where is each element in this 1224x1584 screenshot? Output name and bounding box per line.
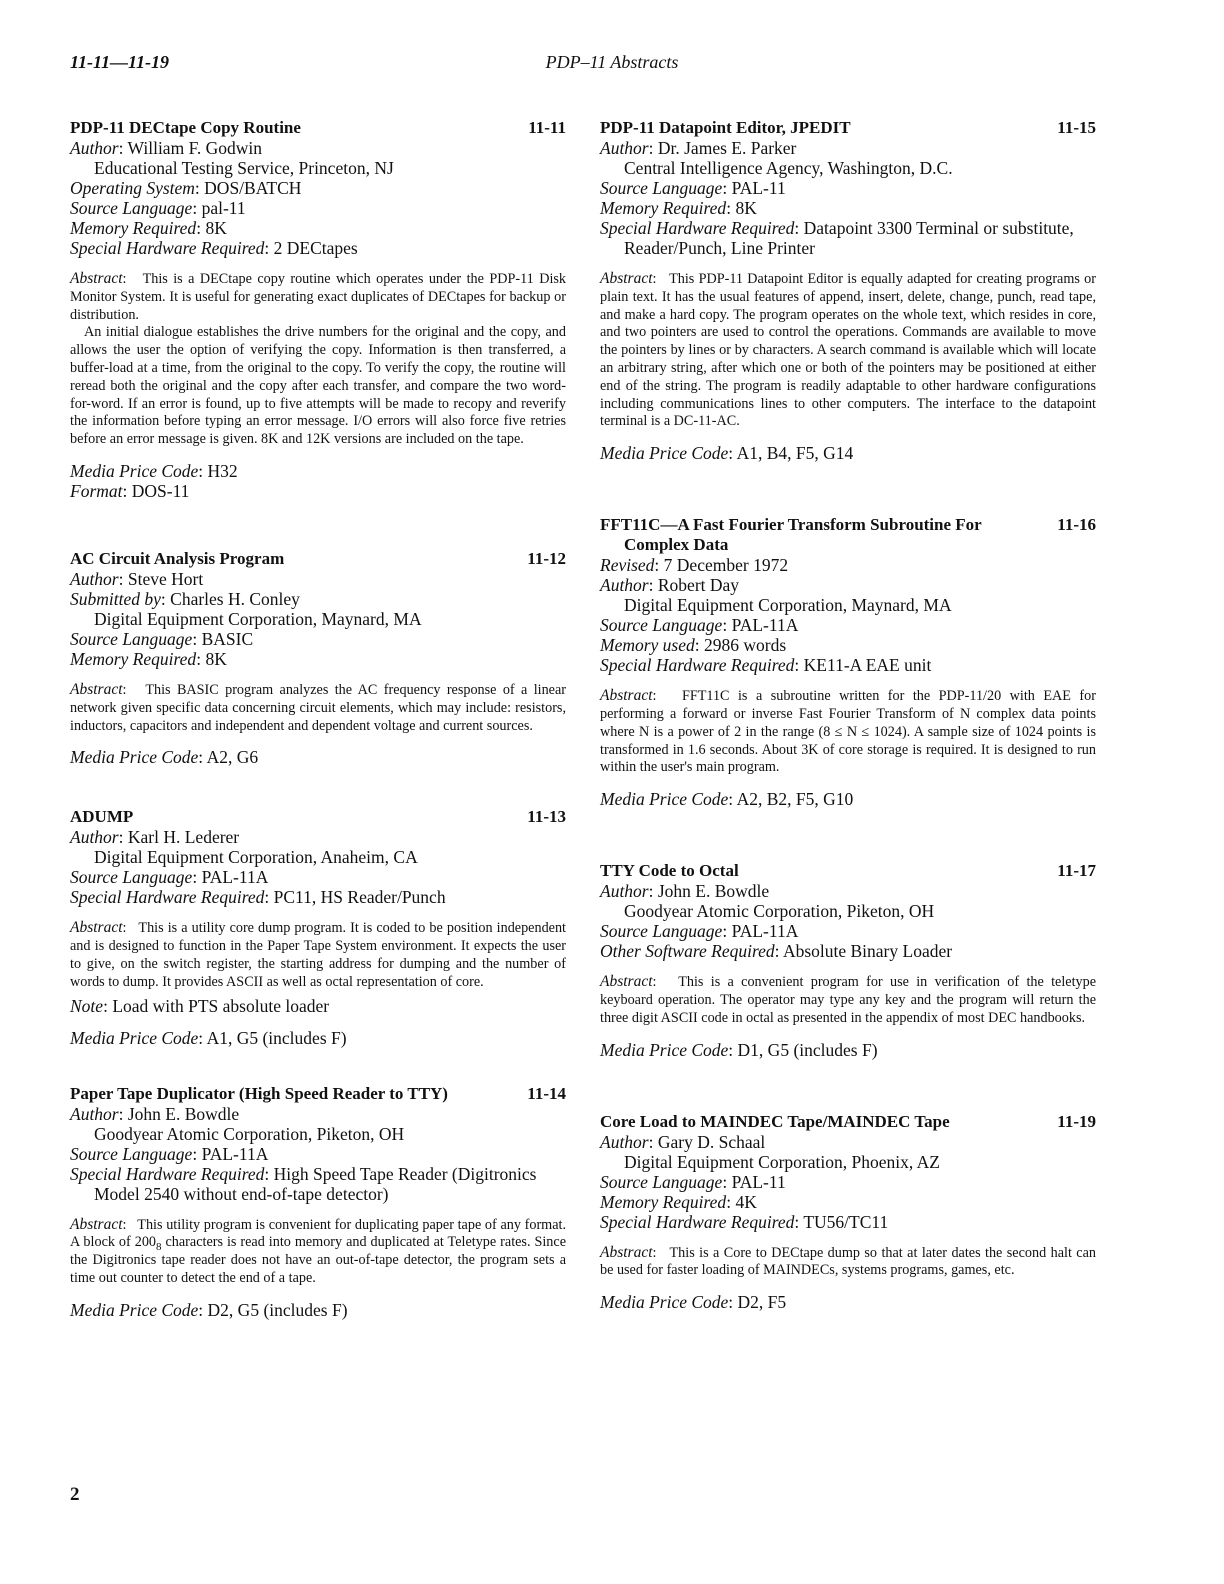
media-price-code: Media Price Code: A2, G6 [70,747,259,768]
page-header [0,52,1224,78]
entry-title: Core Load to MAINDEC Tape/MAINDEC Tape [600,1111,950,1131]
entry-11-12 [70,549,566,767]
entry-title: Paper Tape Duplicator (High Speed Reader to TTY) [70,1083,448,1103]
affiliation: Digital Equipment Corporation, Anaheim, CA [94,847,418,868]
entry-title: PDP-11 Datapoint Editor, JPEDIT [600,118,851,137]
media-price-code: Media Price Code: A2, B2, F5, G10 [600,789,854,810]
source-language-field: Source Language: PAL-11A [70,1143,269,1164]
memory-field: Memory Required: 4K [600,1191,757,1212]
memory-field: Memory Required: 8K [600,198,757,218]
entry-number: 11-11 [528,118,566,137]
entry-11-19 [600,1112,1096,1313]
entry-title: FFT11C—A Fast Fourier Transform Subroutine For Complex Data [600,515,982,555]
left-column [70,118,566,1320]
entry-number: 11-16 [1057,515,1096,535]
submitted-by-field: Submitted by: Charles H. Conley [70,588,300,609]
source-language-field: Source Language: PAL-11 [600,1171,786,1192]
os-field: Operating System: DOS/BATCH [70,178,302,198]
entry-11-11 [70,118,566,501]
entry-11-16 [600,515,1096,809]
media-price-code: Media Price Code: A1, B4, F5, G14 [600,443,854,464]
page-range: 11-11—11-19 [70,52,170,72]
hardware-field: Special Hardware Required: Datapoint 3300 Terminal or substitute, Reader/Punch, Line Printer [600,218,1074,258]
author-field: Author: Dr. James E. Parker [600,138,797,158]
affiliation: Digital Equipment Corporation, Maynard, MA [94,608,422,629]
entry-11-17 [600,861,1096,1059]
abstract: Abstract: This is a Core to DECtape dump so that at later dates the second halt can be used for faster loading of MAINDECs, systems programs, games, etc. [600,1243,1096,1279]
entry-number: 11-15 [1057,118,1096,137]
media-price-code: Media Price Code: D2, G5 (includes F) [70,1299,348,1320]
entry-number: 11-19 [1057,1111,1096,1131]
entry-number: 11-13 [527,807,566,827]
media-price-code: Media Price Code: D2, F5 [600,1292,787,1313]
affiliation: Central Intelligence Agency, Washington, D.C. [624,158,953,178]
author-field: Author: Karl H. Lederer [70,827,240,848]
entry-title: ADUMP [70,807,134,827]
note-field: Note: Load with PTS absolute loader [70,995,330,1016]
entry-number: 11-14 [527,1083,566,1103]
hardware-field: Special Hardware Required: PC11, HS Reader/Punch [70,887,446,908]
affiliation: Digital Equipment Corporation, Maynard, MA [624,595,952,616]
format-field: Format: DOS-11 [70,480,190,501]
author-field: Author: John E. Bowdle [600,881,770,902]
right-column [600,118,1096,1312]
author-field: Author: Steve Hort [70,568,204,589]
affiliation: Digital Equipment Corporation, Phoenix, AZ [624,1151,940,1172]
page-number: 2 [70,1484,80,1505]
author-field: Author: Gary D. Schaal [600,1131,766,1152]
entry-title: AC Circuit Analysis Program [70,548,285,568]
affiliation: Educational Testing Service, Princeton, NJ [94,158,394,178]
affiliation: Goodyear Atomic Corporation, Piketon, OH [94,1123,405,1144]
abstract: Abstract: This is a DECtape copy routine which operates under the PDP-11 Disk Monitor System. It is useful for generating exact duplicates of DECtapes for backup or distribution. An initial dialogue establishes the drive numbers for the original and the copy, and allows the user the option of verifying the copy. Information is then transferred, a buffer-load at a time, from the original to the copy. To verify the copy, the routine will reread both the original and the copy after each transfer, and compare the two word-for-word. If an error is found, up to five attempts will be made to recopy and reverify the information before typing an error message. I/O errors will also force five retries before an error message is given. 8K and 12K versions are included on the tape. [70,270,567,448]
hardware-field: Special Hardware Required: 2 DECtapes [70,238,358,258]
other-software-field: Other Software Required: Absolute Binary Loader [600,941,953,962]
running-title: PDP–11 Abstracts [545,52,679,72]
abstract: Abstract: This utility program is convenient for duplicating paper tape of any format. A block of $200_8$ characters is read into memory and duplicated at Teletype rates. Since the Digitronics tape reader does not have an out-of-tape detector, the program sets a time out counter to detect the end of a tape. [70,1215,566,1286]
entry-number: 11-17 [1057,861,1096,881]
entry-number: 11-12 [527,548,566,568]
abstract: Abstract: This is a convenient program for use in verification of the teletype keyboard operation. The operator may type any key and the program will return the three digit ASCII code in octal as presented in the appendix of most DEC handbooks. [600,973,1096,1026]
abstract: Abstract: This is a utility core dump program. It is coded to be position independent and is designed to function in the Paper Tape System environment. It expects the user to give, on the switch register, the starting address for dumping and the number of words to dump. It provides ASCII as well as octal representation of core. [70,919,566,990]
entry-title: TTY Code to Octal [600,861,739,881]
author-field: Author: William F. Godwin [70,138,263,158]
abstract: Abstract: This PDP-11 Datapoint Editor is equally adapted for creating programs or plain text. It has the usual features of append, insert, delete, change, punch, read tape, and make a hard copy. The program operates on the whole text, which resides in core, and two pointers are used to control the operations. Commands are available to move the pointers by lines or by characters. A search command is available which will locate an arbitrary string, after which one or both of the pointers may be positioned at either end of the string. The program is readily adaptable to other hardware configurations including communications lines to other computers. The interface to the datapoint terminal is a DC-11-AC. [600,270,1097,430]
entry-11-13 [70,807,566,1047]
media-price-code: Media Price Code: D1, G5 (includes F) [600,1039,878,1060]
source-language-field: Source Language: PAL-11A [70,867,269,888]
memory-used-field: Memory used: 2986 words [600,635,787,656]
entry-title: PDP-11 DECtape Copy Routine [70,118,301,137]
abstract: Abstract: FFT11C is a subroutine written for the PDP-11/20 with EAE for performing a forward or inverse Fast Fourier Transform of N complex data points where N is a power of 2 in the range (8 ≤ N ≤ 1024). A sample size of 1024 points is transformed in 1.6 seconds. About 3K of core storage is required. It is designed to run within the user's main program. [600,687,1096,776]
hardware-field: Special Hardware Required: KE11-A EAE unit [600,655,932,676]
media-price-code: Media Price Code: A1, G5 (includes F) [70,1027,347,1048]
source-language-field: Source Language: PAL-11A [600,615,799,636]
source-language-field: Source Language: PAL-11A [600,921,799,942]
hardware-field: Special Hardware Required: TU56/TC11 [600,1211,889,1232]
media-price-code: Media Price Code: H32 [70,460,238,481]
entry-11-15 [600,118,1096,463]
revised-field: Revised: 7 December 1972 [600,555,789,576]
author-field: Author: Robert Day [600,575,740,596]
source-language-field: Source Language: pal-11 [70,198,246,218]
memory-field: Memory Required: 8K [70,218,227,238]
entry-11-14 [70,1084,566,1320]
author-field: Author: John E. Bowdle [70,1103,240,1124]
hardware-field: Special Hardware Required: High Speed Tape Reader (Digitronics Model 2540 without end-of-tape detector) [70,1163,537,1204]
affiliation: Goodyear Atomic Corporation, Piketon, OH [624,901,935,922]
abstract: Abstract: This BASIC program analyzes the AC frequency response of a linear network given specific data concerning circuit elements, which may include: resistors, inductors, capacitors and independent and dependent voltage and current sources. [70,680,566,734]
source-language-field: Source Language: PAL-11 [600,178,786,198]
memory-field: Memory Required: 8K [70,648,227,669]
source-language-field: Source Language: BASIC [70,628,254,649]
